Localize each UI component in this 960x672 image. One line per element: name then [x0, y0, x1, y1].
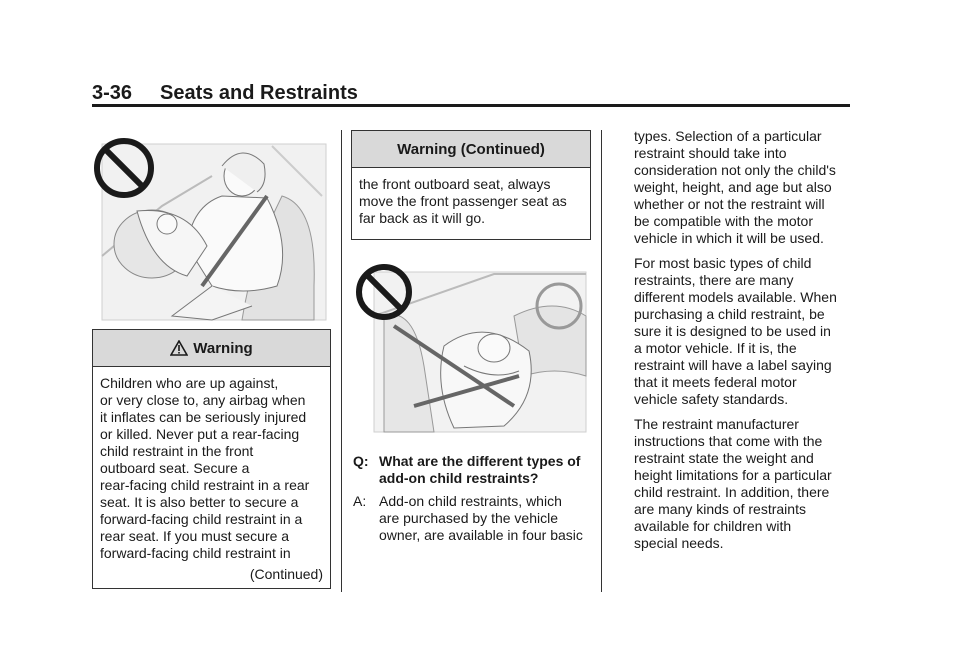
- illustration-rear-facing-seat-airbag: [92, 136, 330, 322]
- text-line: purchasing a child restraint, be: [634, 306, 825, 322]
- warning-line: child restraint in the front: [100, 443, 254, 459]
- text-line: that it meets federal motor: [634, 374, 797, 390]
- text-line: height limitations for a particular: [634, 467, 832, 483]
- column-divider-2: [601, 130, 602, 592]
- warning-line: rear-facing child restraint in a rear: [100, 477, 310, 493]
- text-line: instructions that come with the: [634, 433, 823, 449]
- answer: [353, 493, 593, 544]
- warning-line: far back as it will go.: [359, 210, 486, 226]
- warning-line: forward-facing child restraint in a: [100, 511, 303, 527]
- warning-line: it inflates can be seriously injured: [100, 409, 307, 425]
- text-line: vehicle safety standards.: [634, 391, 789, 407]
- warning-continued-text: [352, 168, 590, 239]
- warning-line: move the front passenger seat as: [359, 193, 567, 209]
- answer-text: [379, 493, 583, 544]
- warning-line: Children who are up against,: [100, 375, 279, 391]
- warning-continued-heading: [352, 131, 590, 168]
- warning-line: rear seat. If you must secure a: [100, 528, 290, 544]
- text-line: weight, height, and age but also: [634, 179, 832, 195]
- warning-line: outboard seat. Secure a: [100, 460, 250, 476]
- text-line: a motor vehicle. If it is, the: [634, 340, 797, 356]
- warning-text: [93, 367, 330, 566]
- paragraph: [634, 128, 852, 247]
- text-line: For most basic types of child: [634, 255, 812, 271]
- warning-line: forward-facing child restraint in: [100, 545, 291, 561]
- text-line: available for children with: [634, 518, 792, 534]
- page-title: Seats and Restraints: [160, 82, 358, 104]
- warning-title: Warning: [193, 339, 253, 357]
- warning-heading: [93, 330, 330, 367]
- text-line: types. Selection of a particular: [634, 128, 822, 144]
- illustration-child-seat-front-passenger: [354, 256, 588, 436]
- warning-continued-box: [351, 130, 591, 240]
- question-label: Q:: [353, 453, 369, 469]
- text-line: child restraint. In addition, there: [634, 484, 830, 500]
- text-line: special needs.: [634, 535, 724, 551]
- text-line: restraint state the weight and: [634, 450, 814, 466]
- warning-box: [92, 329, 331, 589]
- text-line: The restraint manufacturer: [634, 416, 799, 432]
- continued-label: (Continued): [249, 566, 323, 582]
- column-divider-1: [341, 130, 342, 592]
- text-line: whether or not the restraint will: [634, 196, 825, 212]
- warning-triangle-icon: [170, 340, 188, 356]
- qa-section: [353, 453, 593, 544]
- answer-line: Add-on child restraints, which: [379, 493, 562, 509]
- header-rule: [92, 104, 850, 107]
- text-line: vehicle in which it will be used.: [634, 230, 824, 246]
- warning-continued-title: Warning (Continued): [397, 140, 545, 158]
- warning-line: the front outboard seat, always: [359, 176, 551, 192]
- body-text-column: [634, 128, 852, 560]
- answer-label: A:: [353, 493, 367, 509]
- page-header: [92, 82, 850, 106]
- text-line: sure it is designed to be used in: [634, 323, 831, 339]
- question-text: [379, 453, 580, 487]
- text-line: consideration not only the child's: [634, 162, 836, 178]
- text-line: be compatible with the motor: [634, 213, 813, 229]
- text-line: different models available. When: [634, 289, 837, 305]
- warning-line: or very close to, any airbag when: [100, 392, 306, 408]
- text-line: restraints, there are many: [634, 272, 794, 288]
- text-line: restraint should take into: [634, 145, 787, 161]
- answer-line: owner, are available in four basic: [379, 527, 583, 543]
- paragraph: [634, 416, 852, 552]
- warning-line: or killed. Never put a rear-facing: [100, 426, 300, 442]
- question-line: What are the different types of: [379, 453, 581, 469]
- page-number: 3-36: [92, 82, 133, 104]
- question: [353, 453, 593, 487]
- answer-line: are purchased by the vehicle: [379, 510, 558, 526]
- paragraph: [634, 255, 852, 408]
- warning-line: seat. It is also better to secure a: [100, 494, 299, 510]
- text-line: restraint will have a label saying: [634, 357, 832, 373]
- question-line: add-on child restraints?: [379, 470, 539, 486]
- text-line: are many kinds of restraints: [634, 501, 806, 517]
